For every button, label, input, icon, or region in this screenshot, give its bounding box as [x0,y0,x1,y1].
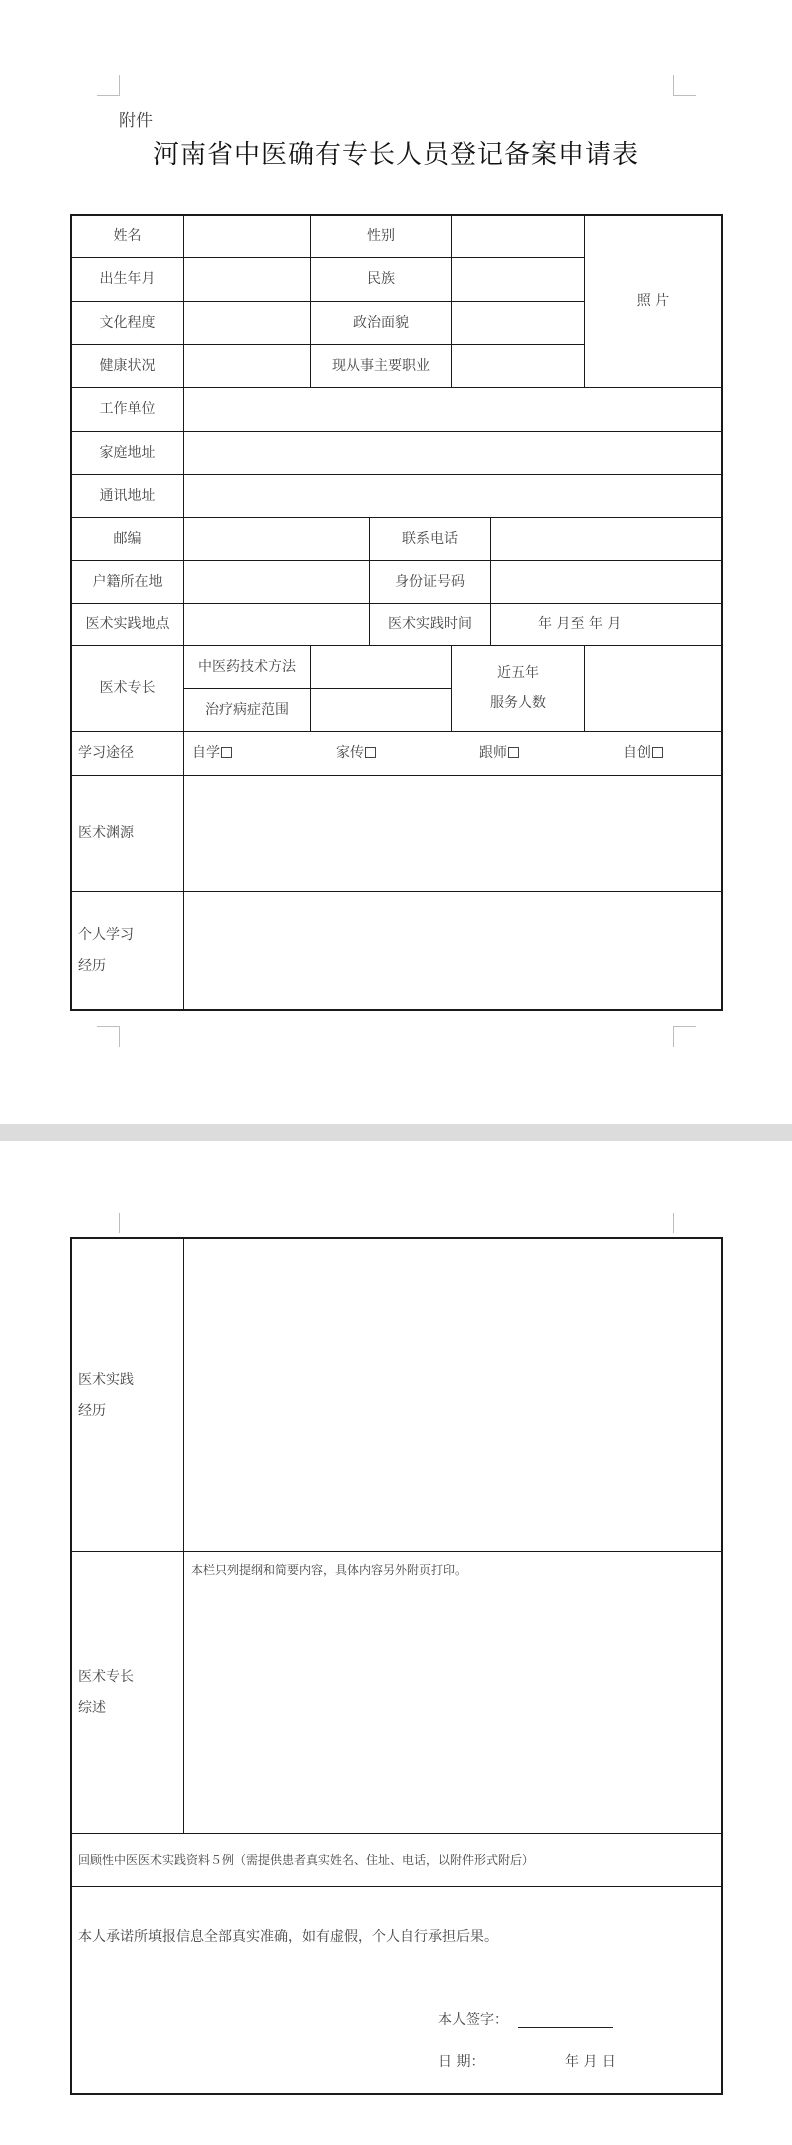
label-name: 姓名 [113,228,142,244]
checkbox-mentor[interactable] [508,747,519,758]
label-personal-study-2: 经历 [78,958,106,974]
crop-mark-bottom-right [673,1026,696,1047]
option-family[interactable] [336,744,376,762]
crop-mark-top-right [673,75,696,96]
cases-note: 回顾性中医医术实践资料５例（需提供患者真实姓名、住址、电话，以附件形式附后） [78,1853,535,1867]
practice-time-range: 年 月至 年 月 [538,616,622,632]
option-self-create-label: 自创 [623,745,651,761]
checkbox-self-study[interactable] [221,747,232,758]
option-family-label: 家传 [336,745,364,761]
label-practice-exp-1: 医术实践 [78,1372,134,1388]
crop-mark-top-left-p2 [97,1213,120,1233]
label-specialty: 医术专长 [99,680,156,696]
page-separator [0,1124,792,1141]
crop-mark-top-left [97,75,120,96]
label-birth: 出生年月 [99,271,156,287]
page-title: 河南省中医确有专长人员登记备案申请表 [152,140,639,170]
photo-placeholder: 照 片 [636,293,670,309]
date-fields: 年 月 日 [565,2054,616,2070]
option-self-study[interactable] [192,744,232,762]
label-education: 文化程度 [99,315,156,331]
label-occupation: 现从事主要职业 [332,358,430,374]
label-practice-time: 医术实践时间 [388,616,472,632]
summary-note: 本栏只列提纲和简要内容，具体内容另外附页打印。 [191,1563,468,1577]
checkbox-family[interactable] [365,747,376,758]
label-tcm-method: 中医药技术方法 [198,659,296,675]
signature-label: 本人签字： [438,2012,508,2028]
label-home-address: 家庭地址 [99,445,156,461]
label-id-number: 身份证号码 [395,574,465,590]
label-political: 政治面貌 [353,315,409,331]
label-service-count-1: 近五年 [497,665,539,681]
label-gender: 性别 [367,228,395,244]
label-treatment-scope: 治疗病症范围 [205,702,289,718]
label-learning-path: 学习途径 [78,745,134,761]
label-household: 户籍所在地 [92,574,163,590]
label-ethnicity: 民族 [367,271,395,287]
label-workplace: 工作单位 [99,401,156,417]
label-personal-study-1: 个人学习 [78,927,134,943]
signature-field[interactable] [518,2027,613,2028]
crop-mark-bottom-left [97,1026,120,1047]
checkbox-self-create[interactable] [652,747,663,758]
option-mentor[interactable] [479,744,519,762]
pledge-text: 本人承诺所填报信息全部真实准确，如有虚假，个人自行承担后果。 [78,1929,498,1945]
label-postcode: 邮编 [113,531,142,547]
label-specialty-summary-1: 医术专长 [78,1669,134,1685]
date-label: 日 期： [438,2054,485,2070]
attachment-label: 附件 [119,111,153,131]
crop-mark-top-right-p2 [673,1213,696,1233]
label-practice-exp-2: 经历 [78,1403,106,1419]
option-self-study-label: 自学 [192,745,220,761]
label-service-count-2: 服务人数 [490,695,546,711]
label-origin: 医术渊源 [78,825,134,841]
label-specialty-summary-2: 综述 [78,1700,106,1716]
option-self-create[interactable] [623,744,663,762]
label-phone: 联系电话 [402,531,458,547]
label-health: 健康状况 [99,358,156,374]
option-mentor-label: 跟师 [479,745,507,761]
label-practice-location: 医术实践地点 [85,616,170,632]
label-mail-address: 通讯地址 [99,488,156,504]
